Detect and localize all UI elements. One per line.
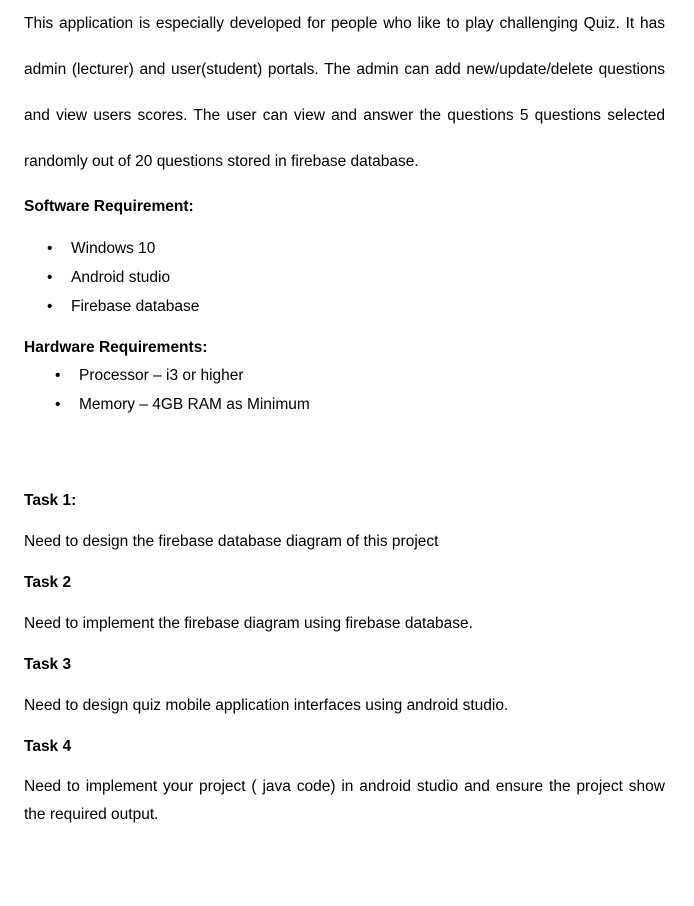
task-1-title: Task 1: — [24, 492, 77, 509]
task-3-title: Task 3 — [24, 656, 72, 673]
software-item-text: Windows 10 — [71, 240, 156, 257]
software-heading: Software Requirement: — [24, 198, 194, 215]
task-2-title: Task 2 — [24, 574, 72, 591]
intro-line-3: and view users scores. The user can view and answer the questions 5 questions selected — [24, 107, 665, 124]
software-item-text: Android studio — [71, 269, 171, 286]
bullet-icon: • — [55, 396, 61, 413]
intro-line-2: admin (lecturer) and user(student) portals. The admin can add new/update/delete questions — [24, 61, 665, 78]
task-2-text: Need to implement the firebase diagram using firebase database. — [24, 615, 473, 632]
hardware-heading: Hardware Requirements: — [24, 339, 208, 356]
software-item-text: Firebase database — [71, 298, 200, 315]
task-1-text: Need to design the firebase database diagram of this project — [24, 533, 439, 550]
task-4-title: Task 4 — [24, 738, 72, 755]
hardware-item-text: Processor – i3 or higher — [79, 367, 244, 384]
bullet-icon: • — [47, 298, 53, 315]
intro-line-4: randomly out of 20 questions stored in firebase database. — [24, 153, 419, 170]
hardware-item-text: Memory – 4GB RAM as Minimum — [79, 396, 310, 413]
task-3-text: Need to design quiz mobile application interfaces using android studio. — [24, 697, 509, 714]
bullet-icon: • — [47, 269, 53, 286]
task-4-text-line-2: the required output. — [24, 806, 159, 823]
intro-line-1: This application is especially developed for people who like to play challenging Quiz. It has — [24, 15, 665, 32]
task-4-text-line-1: Need to implement your project ( java code) in android studio and ensure the project show — [24, 778, 665, 795]
bullet-icon: • — [55, 367, 61, 384]
bullet-icon: • — [47, 240, 53, 257]
